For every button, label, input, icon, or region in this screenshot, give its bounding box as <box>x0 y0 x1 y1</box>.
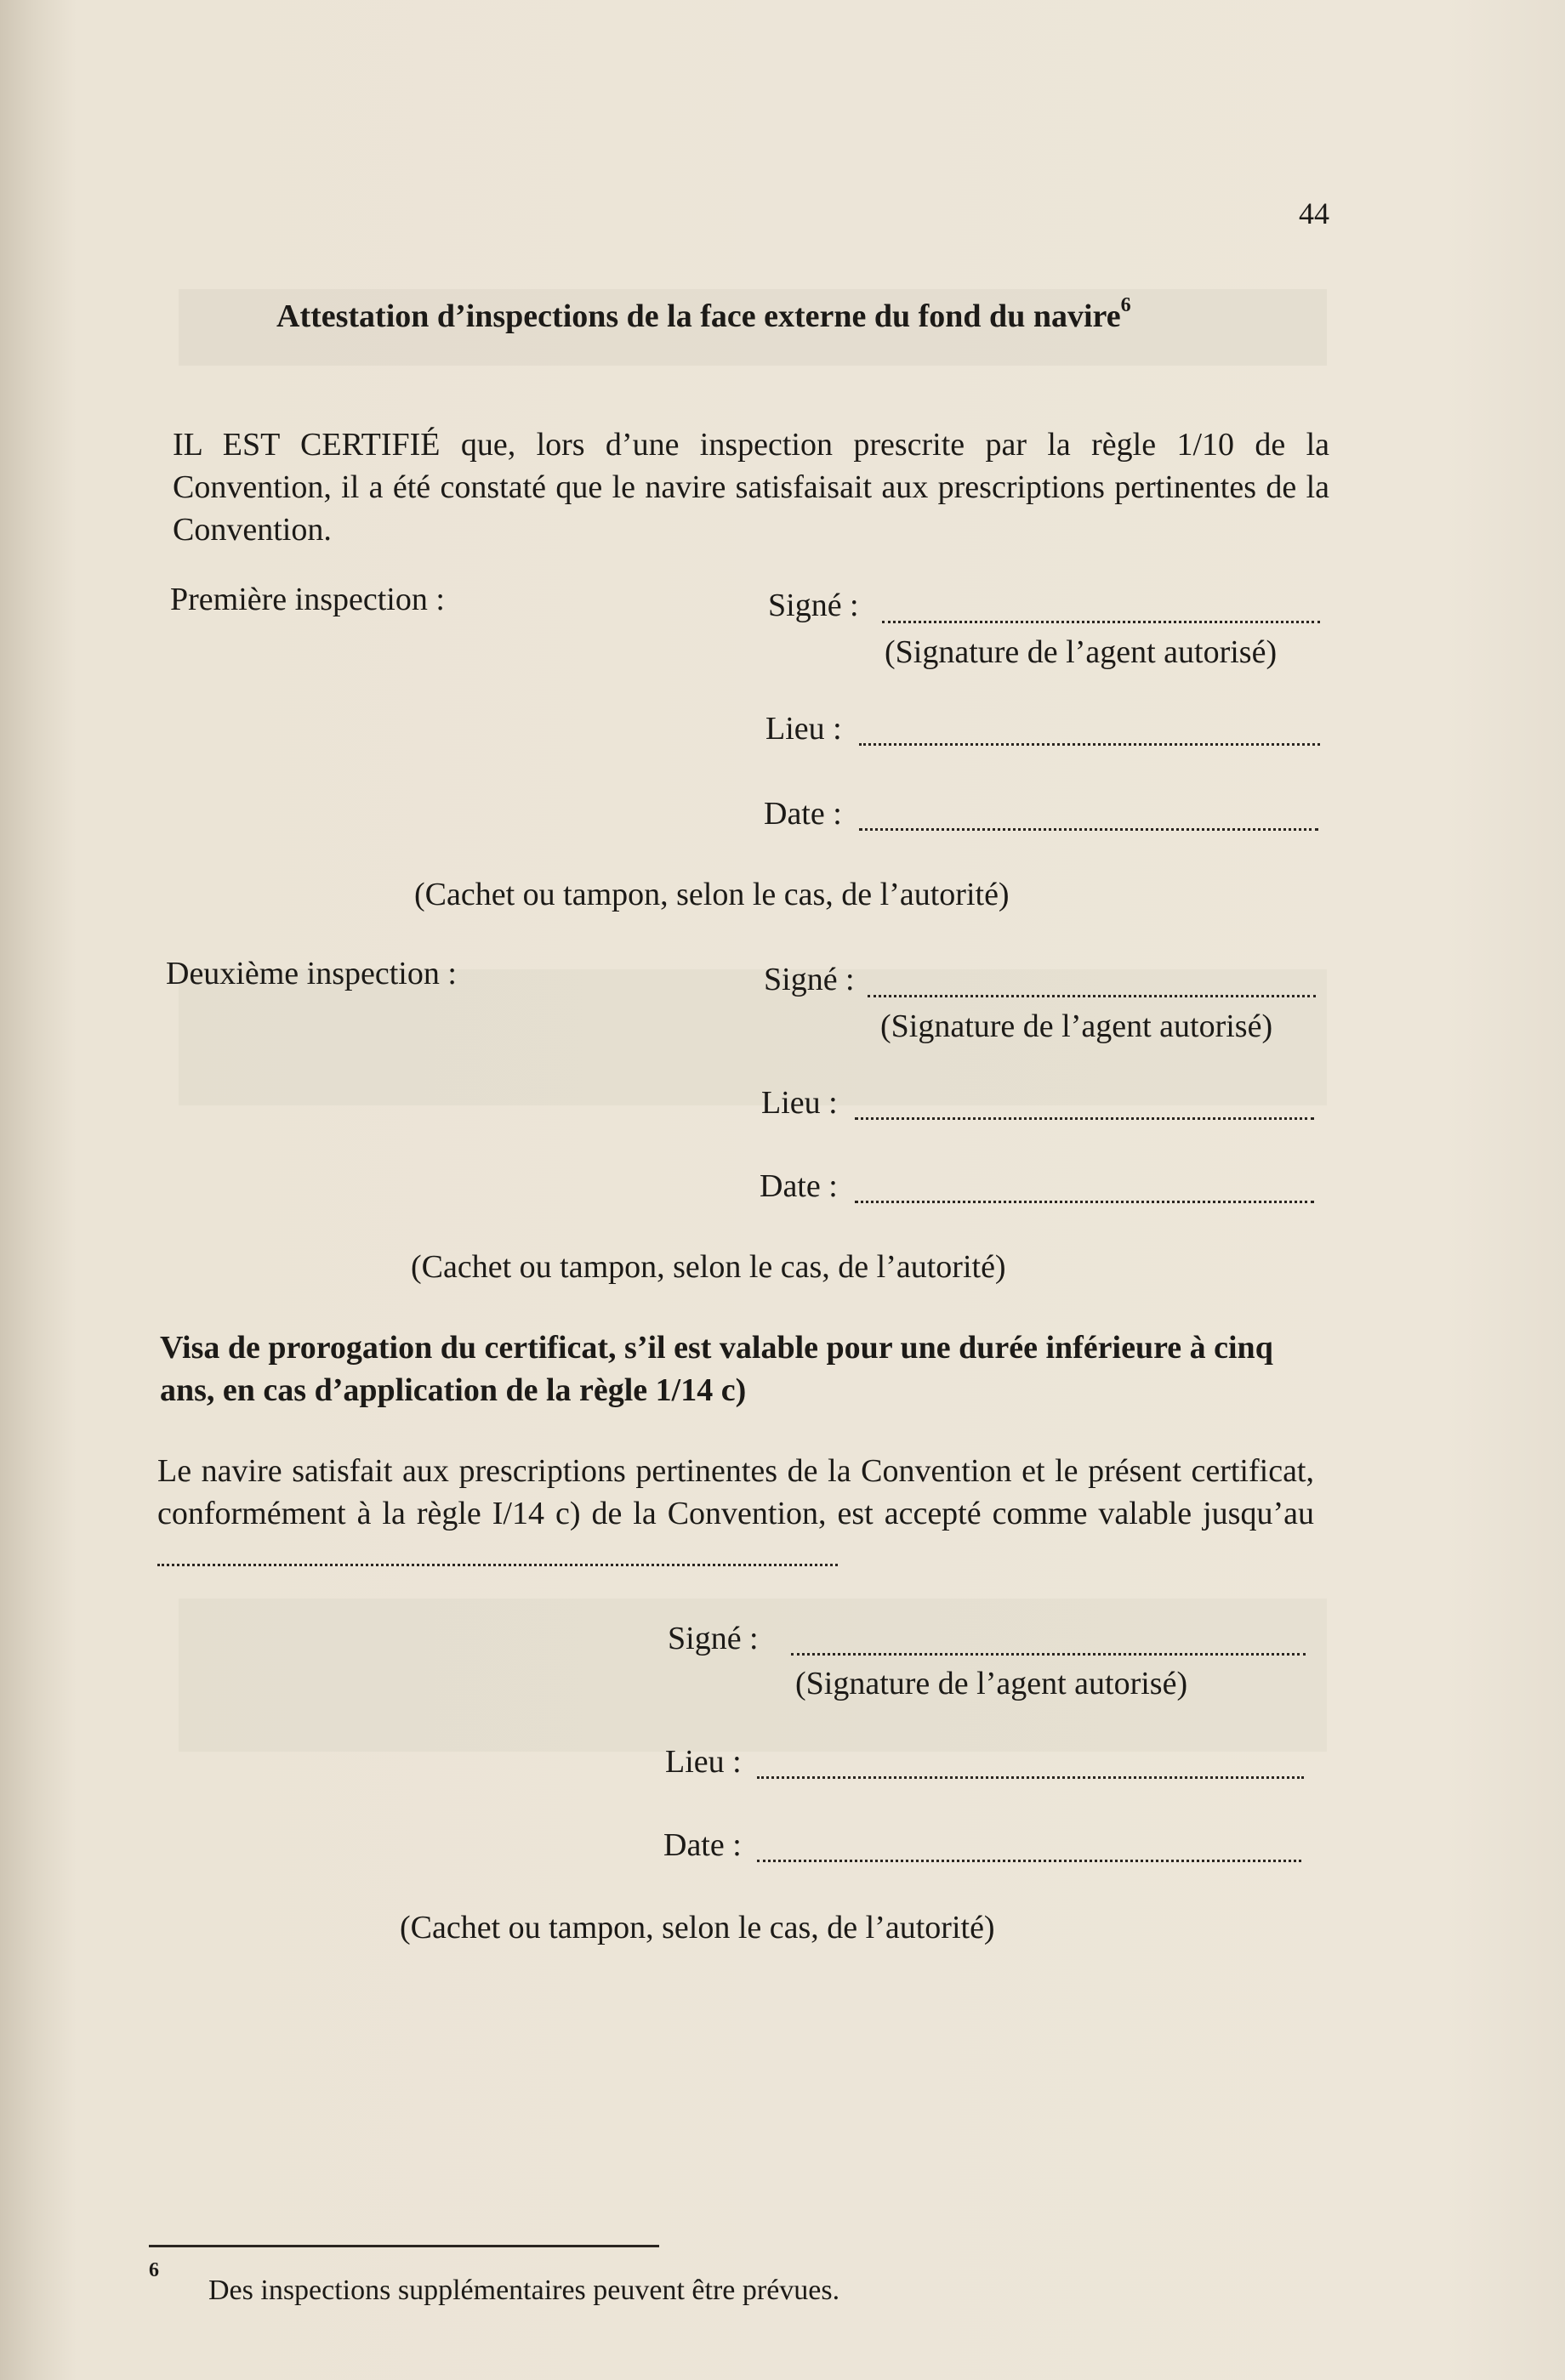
extension-heading: Visa de prorogation du certificat, s’il est valable pour une durée inférieure à cinq ans, en cas d’application de la règle 1/14 c) <box>160 1330 1273 1408</box>
second-date-label: Date : <box>760 1168 838 1204</box>
extension-seal-caption: (Cachet ou tampon, selon le cas, de l’autorité) <box>400 1910 995 1945</box>
footnote-separator <box>149 2245 659 2247</box>
second-signature-field[interactable] <box>868 971 1316 997</box>
extension-place-field[interactable] <box>757 1752 1304 1779</box>
title-text: Attestation d’inspections de la face externe du fond du navire <box>276 298 1121 334</box>
title-footnote-ref: 6 <box>1120 294 1131 317</box>
first-signed-label: Signé : <box>768 588 859 623</box>
extension-signature-field[interactable] <box>791 1629 1306 1656</box>
first-seal-caption: (Cachet ou tampon, selon le cas, de l’autorité) <box>414 877 1010 912</box>
page-number: 44 <box>1299 196 1329 230</box>
extension-signature-caption: (Signature de l’agent autorisé) <box>795 1666 1188 1701</box>
first-inspection-label: Première inspection : <box>170 582 445 617</box>
first-date-label: Date : <box>764 796 842 832</box>
first-signature-field[interactable] <box>882 597 1320 623</box>
extension-place-label: Lieu : <box>665 1744 742 1780</box>
second-place-label: Lieu : <box>761 1085 838 1121</box>
extension-text: Le navire satisfait aux prescriptions pertinentes de la Convention et le présent certificat, conformément à la règle I/14 c) de la Convention, est accepté comme valable jusqu’au <box>157 1453 1314 1531</box>
second-place-field[interactable] <box>855 1093 1314 1120</box>
second-signature-caption: (Signature de l’agent autorisé) <box>880 1008 1273 1044</box>
extension-date-label: Date : <box>663 1827 742 1863</box>
first-place-label: Lieu : <box>765 711 842 747</box>
second-date-field[interactable] <box>855 1177 1314 1203</box>
valid-until-field[interactable] <box>157 1540 838 1566</box>
footnote-number: 6 <box>149 2259 159 2281</box>
certification-paragraph: IL EST CERTIFIÉ que, lors d’une inspection prescrite par la règle 1/10 de la Convention, il a été constaté que le navire satisfaisait aux prescriptions pertinentes de la Convention. <box>173 427 1329 548</box>
second-inspection-label: Deuxième inspection : <box>166 956 457 991</box>
first-place-field[interactable] <box>859 719 1320 746</box>
first-signature-caption: (Signature de l’agent autorisé) <box>885 634 1278 670</box>
footnote-text: Des inspections supplémentaires peuvent être prévues. <box>208 2275 840 2306</box>
extension-paragraph <box>157 1450 1314 1577</box>
second-signed-label: Signé : <box>764 962 855 997</box>
extension-signed-label: Signé : <box>668 1621 759 1656</box>
first-date-field[interactable] <box>859 804 1318 831</box>
page-title <box>276 294 1131 335</box>
extension-date-field[interactable] <box>757 1836 1301 1862</box>
second-seal-caption: (Cachet ou tampon, selon le cas, de l’autorité) <box>411 1249 1006 1285</box>
